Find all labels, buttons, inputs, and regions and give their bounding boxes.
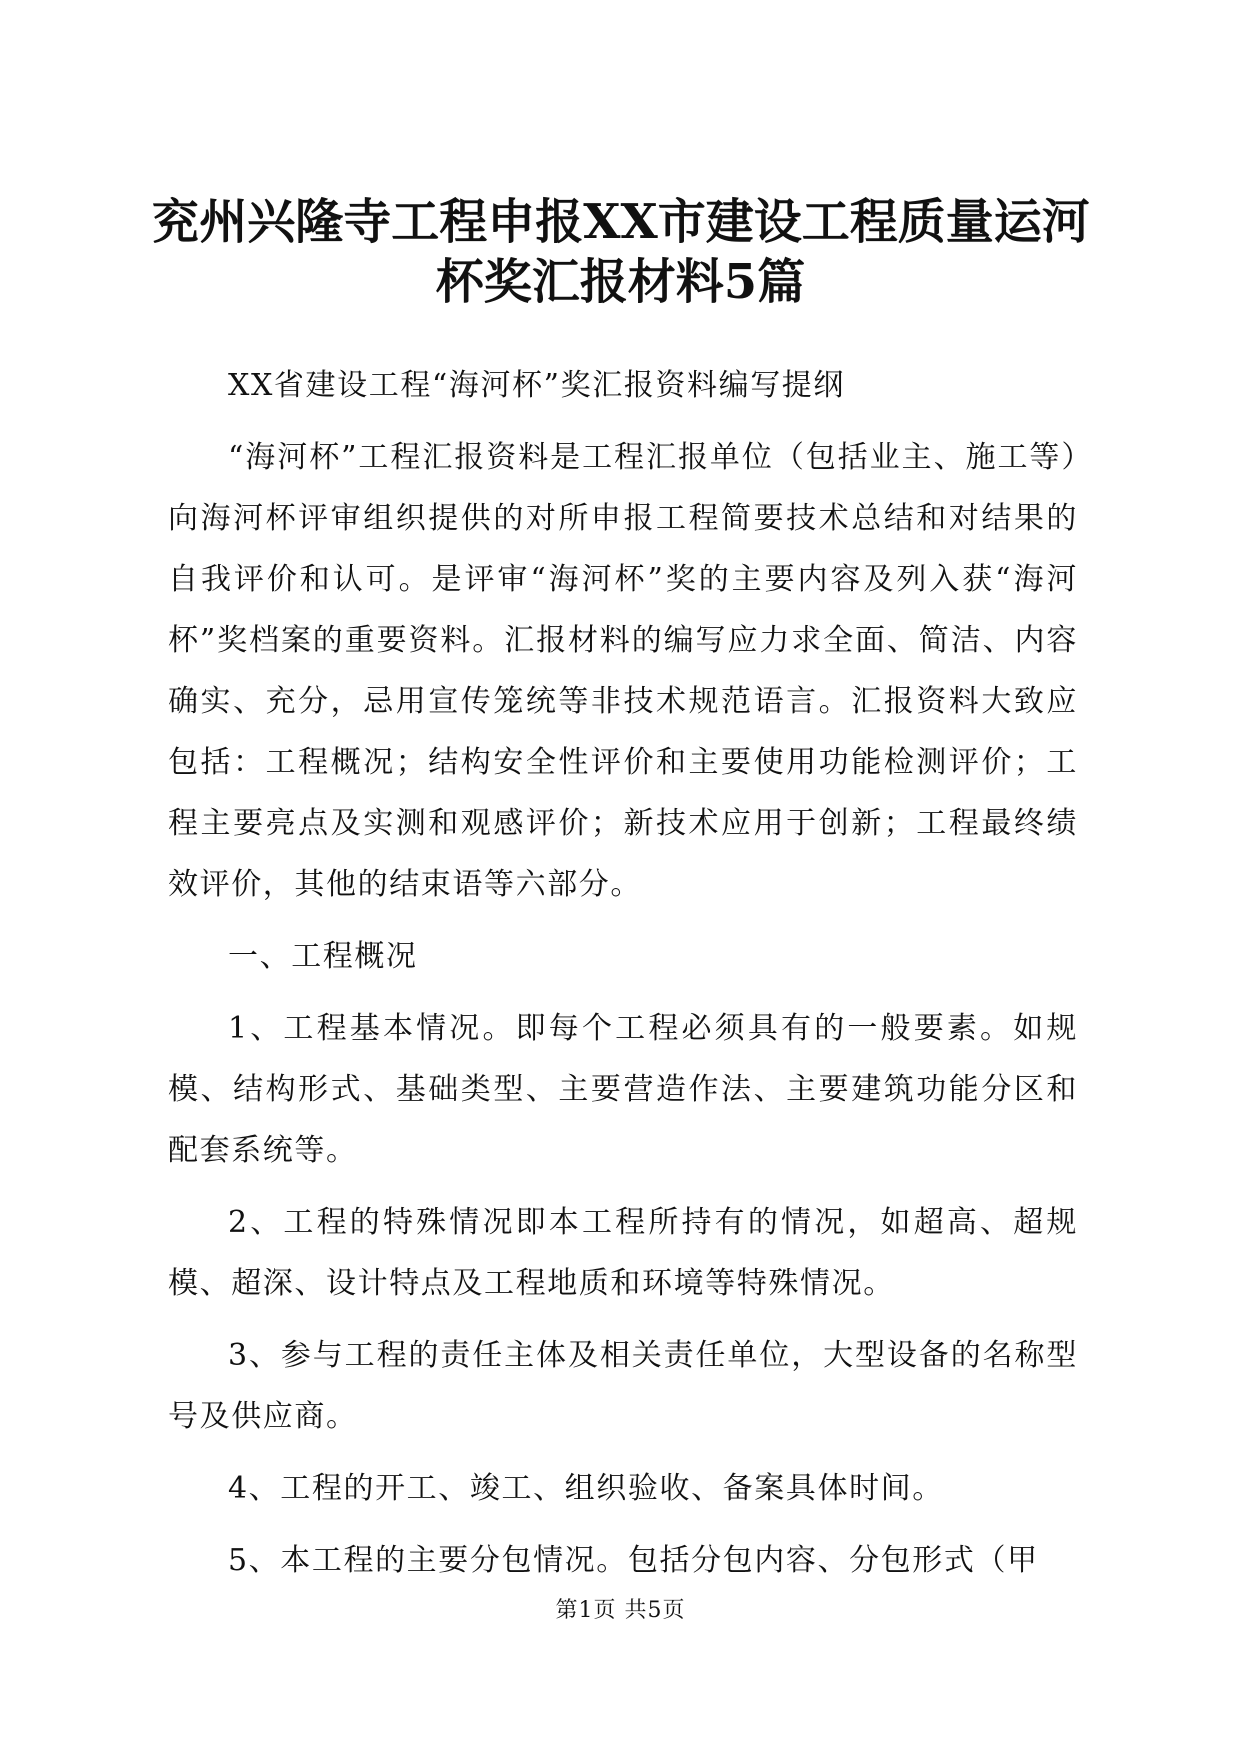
paragraph-item-3: 3、参与工程的责任主体及相关责任单位，大型设备的名称型号及供应商。 <box>168 1338 1078 1434</box>
paragraph-intro: “海河杯”工程汇报资料是工程汇报单位（包括业主、施工等）向海河杯评审组织提供的对所申报工程简要技术总结和对结果的自我评价和认可。是评审“海河杯”奖的主要内容及列入获“海河杯”奖档案的重要资料。汇报材料的编写应力求全面、简洁、内容确实、充分，忌用宣传笼统等非技术规范语言。汇报资料大致应包括：工程概况；结构安全性评价和主要使用功能检测评价；工程主要亮点及实测和观感评价；新技术应用于创新；工程最终绩效评价，其他的结束语等六部分。 <box>168 440 1078 902</box>
document-title <box>150 192 1091 312</box>
paragraph-item-4: 4、工程的开工、竣工、组织验收、备案具体时间。 <box>228 1471 944 1506</box>
paragraph-item-5: 5、本工程的主要分包情况。包括分包内容、分包形式（甲 <box>228 1543 1039 1578</box>
paragraph-outline-heading: XX省建设工程“海河杯”奖汇报资料编写提纲 <box>228 368 845 403</box>
title-line-2: 杯奖汇报材料5篇 <box>435 254 806 310</box>
title-line-1: 兖州兴隆寺工程申报XX市建设工程质量运河 <box>151 194 1090 250</box>
paragraph-item-1: 1、工程基本情况。即每个工程必须具有的一般要素。如规模、结构形式、基础类型、主要营造作法、主要建筑功能分区和配套系统等。 <box>168 1011 1078 1168</box>
document-body <box>168 355 1078 1591</box>
page-number-footer: 第1页 共5页 <box>555 1598 686 1623</box>
section-heading-overview: 一、工程概况 <box>228 939 418 974</box>
paragraph-item-2: 2、工程的特殊情况即本工程所持有的情况，如超高、超规模、超深、设计特点及工程地质和环境等特殊情况。 <box>168 1205 1078 1301</box>
